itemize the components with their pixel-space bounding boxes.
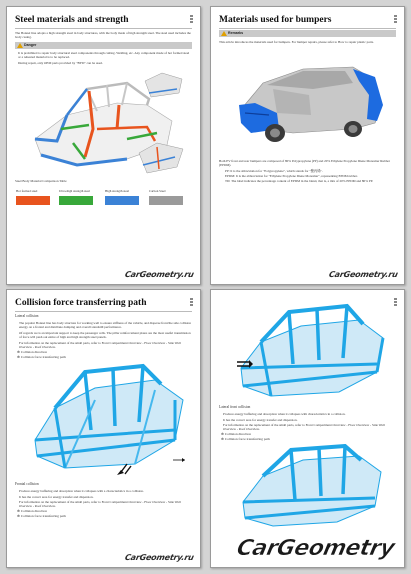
legend-collision-direction: ⊕ Collision direction — [221, 432, 251, 436]
info-icon — [221, 31, 227, 36]
watermark: CarGeometry.ru — [124, 270, 195, 279]
legend-swatch-high-strength — [105, 196, 139, 205]
frontal-text-1: Produce energy buffering and absorption when it collapses with a characteristics in a collision. — [19, 489, 144, 493]
brand-logo: CarGeometry — [234, 536, 397, 561]
legend-collision-direction-2: ⊕ Collision direction — [17, 509, 47, 513]
rear-collision-illustration — [233, 444, 388, 529]
intro-text: The Bonnet line adopts a high strength steel in body structures, with the body made of high strength steel. The steel used includes the body casing. — [15, 31, 191, 40]
body-text-3: EPDM: It is the abbreviation for "Ethylene Propylene Diene Monomer", representing EPDM rubber. — [225, 174, 358, 178]
lateral-text-1: The popular Bonnet line has body structure for working well to ensure stiffness of the vehicle, and disperse front/the side collision energy on a frontal and distribute damping and overall standstill performance. — [19, 321, 191, 330]
remarks-text: This article introduces the materials used for bumpers. For bumper repairs, please refer to How to repair plastic parts. — [219, 40, 374, 44]
body-text-2: PP: It is the abbreviation for "Polypropylene", which stands for "聚丙烯". — [225, 169, 323, 173]
body-text-1: Both EV front and rear bumpers are composed of 80% Polypropylene (PP) and 20% Ethylene Propylene Diene Monomer Rubber (EPDM). — [219, 159, 390, 168]
bumper-car-illustration — [233, 49, 388, 157]
legend-collision-direction: ⊕ Collision direction — [17, 350, 47, 354]
menu-icon[interactable] — [394, 298, 397, 307]
legend-collision-path: ⊕ Collision force transferring path — [17, 355, 66, 359]
lateral-front-text-1: Produce energy buffering and absorption when it collapses with characteristics in a collision. — [223, 412, 346, 416]
page-bumper-materials — [210, 6, 405, 285]
legend-label-ultra-high: Ultra-high strength steel — [59, 189, 90, 193]
steel-body-illustration — [27, 69, 187, 179]
legend-label-high-strength: High strength steel — [105, 189, 130, 193]
page-steel-materials — [6, 6, 201, 285]
watermark: CarGeometry.ru — [328, 270, 399, 279]
page-collision-path-continued — [210, 289, 405, 568]
lateral-text-2: Of regards we is an important support to keep the passenger cells. The pillar reinforcement plates are the most useful transmission of force will push out entire of high and high strength steel panels. — [19, 331, 191, 340]
divider — [15, 311, 192, 312]
lateral-front-text-2: It has the correct area for energy transfer and dispersion. — [223, 418, 298, 422]
subhead-lateral: Lateral collision — [15, 314, 39, 318]
danger-box — [15, 42, 192, 49]
watermark: CarGeometry.ru — [124, 553, 195, 562]
lateral-front-text-3: For information on the replacement of the small parts, refer to Front Compartment Overview - Floor Overview - Side Wall Overview - Roof Overview. — [223, 423, 385, 432]
menu-icon[interactable] — [190, 298, 193, 307]
frontal-text-3: For information on the replacement of the small parts, refer to Front Compartment Overview - Floor Overview - Side Wall Overview - Roof Overview. — [19, 500, 181, 509]
legend-collision-path: ⊕ Collision force transferring path — [221, 437, 270, 441]
lateral-collision-illustration — [25, 360, 190, 475]
legend-swatch-hot-formed — [16, 196, 50, 205]
danger-text-1: It is prohibited to repair body structural steel components through cutting. Welding, etc. Any component made of hot formed steel or a reheated material is to be replaced. — [18, 51, 190, 60]
legend-swatch-carbon — [149, 196, 183, 205]
danger-label: Danger — [24, 43, 37, 48]
warning-icon — [17, 43, 23, 48]
page-title: Steel materials and strength — [15, 15, 129, 25]
caption: Steel Body Material Comparison Table — [15, 179, 67, 183]
page-title: Materials used for bumpers — [219, 15, 332, 25]
page-collision-path — [6, 289, 201, 568]
frontal-text-2: It has the correct area for energy transfer and dispersion. — [19, 495, 94, 499]
collision-arrow-icon — [117, 464, 131, 475]
divider — [219, 28, 396, 29]
subhead-lateral-front: Lateral front collision — [219, 405, 251, 409]
legend-label-carbon: Carbon Steel — [149, 189, 166, 193]
divider — [15, 28, 192, 29]
legend-swatch-ultra-high — [59, 196, 93, 205]
front-collision-illustration — [231, 302, 391, 402]
page-title: Collision force transferring path — [15, 298, 147, 308]
remarks-label: Remarks — [228, 31, 244, 36]
legend-label-hot-formed: Hot formed steel — [16, 189, 38, 193]
remarks-box — [219, 30, 396, 37]
menu-icon[interactable] — [394, 15, 397, 24]
subhead-frontal: Frontal collision — [15, 482, 39, 486]
danger-text-2: During repair, only OEM parts provided by "BYD" can be used. — [18, 61, 103, 65]
body-text-4: TD: The label indicates the percentage content of EPDM in the blend, that is, a mix of 20% EPDM and 80% PP. — [225, 179, 373, 183]
legend-collision-path-2: ⊕ Collision force transferring path — [17, 514, 66, 518]
menu-icon[interactable] — [190, 15, 193, 24]
lateral-text-3: For information on the replacement of the small parts, refer to Front Compartment Overview - Floor Overview - Side Wall Overview - Roof Overview. — [19, 341, 181, 350]
